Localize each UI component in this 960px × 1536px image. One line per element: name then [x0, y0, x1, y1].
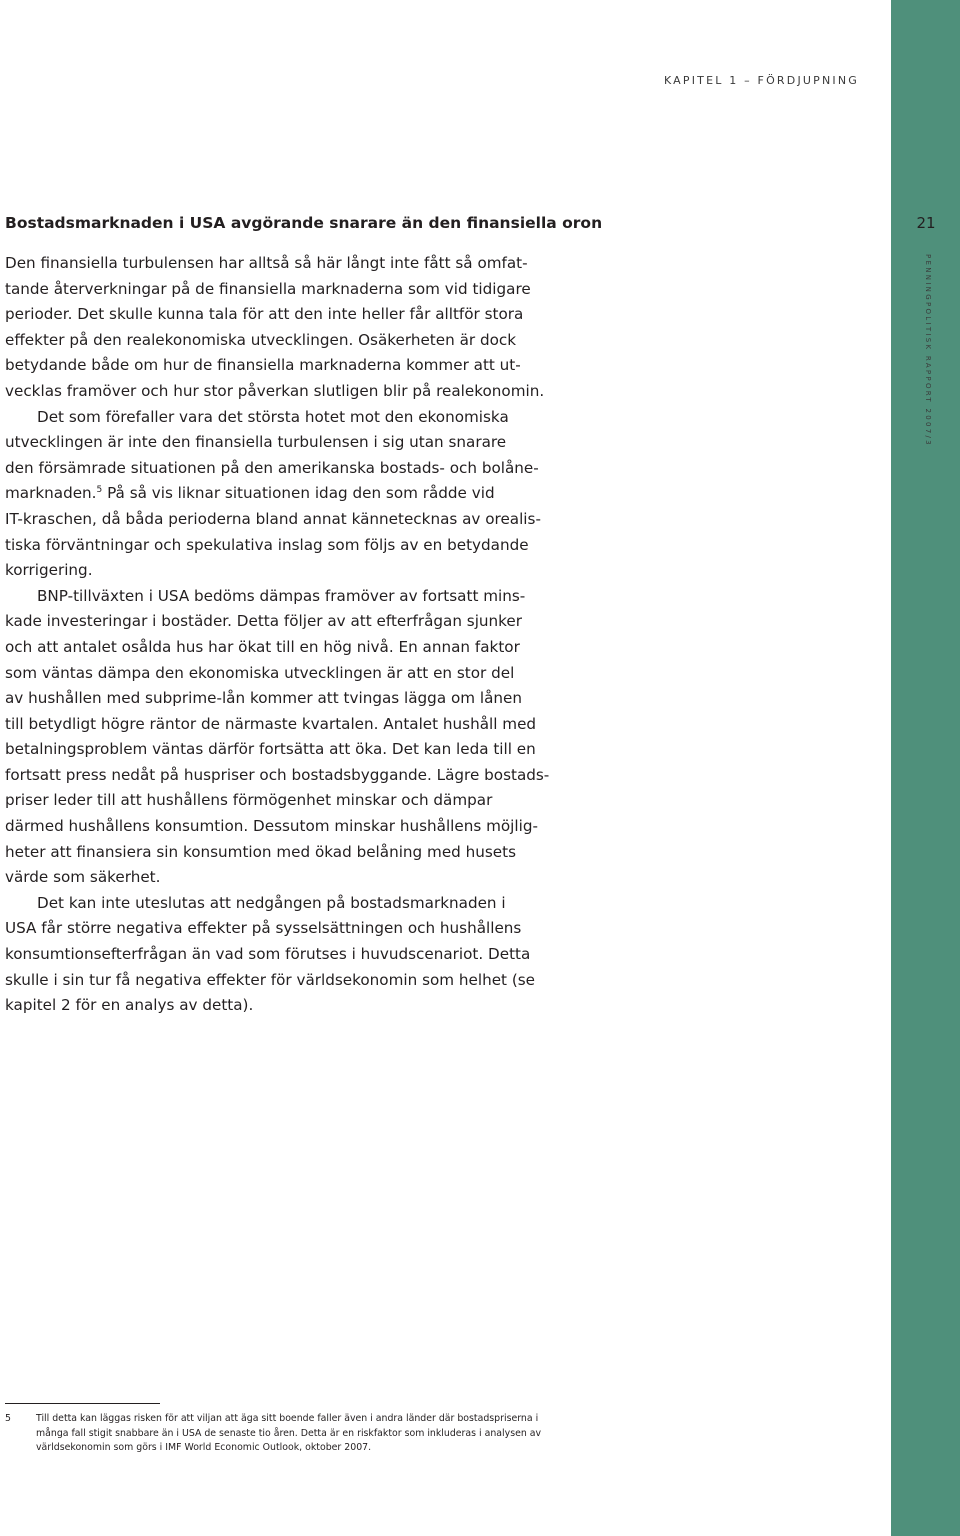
footnote-text — [36, 1412, 542, 1456]
footnote-divider — [5, 1403, 160, 1404]
body-line: den försämrade situationen på den amerikanska bostads- och bolåne- — [5, 458, 539, 477]
body-line: betydande både om hur de finansiella marknaderna kommer att ut- — [5, 356, 521, 375]
body-line-part: marknaden. — [5, 484, 97, 503]
page-number: 21 — [916, 214, 936, 232]
body-line: utvecklingen är inte den finansiella turbulensen i sig utan snarare — [5, 433, 507, 452]
body-line: heter att finansiera sin konsumtion med ökad belåning med husets — [5, 842, 517, 861]
body-line-part: På så vis liknar situationen idag den som rådde vid — [102, 484, 495, 503]
body-line: Det kan inte uteslutas att nedgången på bostadsmarknaden i — [37, 893, 506, 912]
body-line: därmed hushållens konsumtion. Dessutom minskar hushållens möjlig- — [5, 817, 538, 836]
body-line: Den finansiella turbulensen har alltså så här långt inte fått så omfat- — [5, 254, 528, 272]
body-line: skulle i sin tur få negativa effekter för världsekonomin som helhet (se — [5, 970, 536, 989]
body-line: Det som förefaller vara det största hotet mot den ekonomiska — [37, 407, 509, 426]
body-line: tande återverkningar på de finansiella marknaderna som vid tidigare — [5, 279, 531, 298]
footnote — [5, 1412, 542, 1456]
body-line: effekter på den realekonomiska utvecklingen. Osäkerheten är dock — [5, 330, 517, 349]
body-line: BNP-tillväxten i USA bedöms dämpas framöver av fortsatt mins- — [37, 586, 526, 605]
body-line: kapitel 2 för en analys av detta). — [5, 996, 254, 1015]
footnote-line: världsekonomin som görs i IMF World Economic Outlook, oktober 2007. — [36, 1442, 372, 1453]
body-line: av hushållen med subprime-lån kommer att tvingas lägga om lånen — [5, 689, 522, 708]
body-line: konsumtionsefterfrågan än vad som förutses i huvudscenariot. Detta — [5, 945, 531, 964]
footnote-number: 5 — [5, 1413, 11, 1424]
body-line — [5, 481, 535, 507]
body-line: till betydligt högre räntor de närmaste kvartalen. Antalet hushåll med — [5, 714, 537, 733]
body-line: vecklas framöver och hur stor påverkan slutligen blir på realekonomin. — [5, 381, 545, 400]
body-line: USA får större negativa effekter på sysselsättningen och hushållens — [5, 919, 522, 938]
body-line: perioder. Det skulle kunna tala för att den inte heller får alltför stora — [5, 305, 524, 324]
chapter-header: KAPITEL 1 – FÖRDJUPNING — [663, 74, 859, 87]
footnote-line: många fall stigit snabbare än i USA de senaste tio åren. Detta är en riskfaktor som inkluderas i analysen av — [36, 1427, 542, 1439]
footnote-line: Till detta kan läggas risken för att viljan att äga sitt boende faller även i andra länder där bostadspriserna i — [36, 1413, 539, 1424]
body-line: priser leder till att hushållens förmögenhet minskar och dämpar — [5, 791, 493, 810]
body-line: fortsatt press nedåt på huspriser och bostadsbyggande. Lägre bostads- — [5, 765, 550, 784]
report-side-label: PENNINGPOLITISK RAPPORT 2007/3 — [924, 254, 932, 447]
body-line: tiska förväntningar och spekulativa inslag som följs av en betydande — [5, 535, 529, 554]
section-heading: Bostadsmarknaden i USA avgörande snarare än den finansiella oron — [5, 214, 603, 232]
footnote-reference: 5 — [96, 485, 103, 496]
body-line: IT-kraschen, då båda perioderna bland annat kännetecknas av orealis- — [5, 509, 541, 528]
body-line: kade investeringar i bostäder. Detta följer av att efterfrågan sjunker — [5, 612, 523, 631]
body-line: betalningsproblem väntas därför fortsätta att öka. Det kan leda till en — [5, 740, 536, 759]
body-line: korrigering. — [5, 561, 93, 580]
body-text — [5, 251, 550, 1019]
body-line: värde som säkerhet. — [5, 868, 161, 887]
body-line: och att antalet osålda hus har ökat till en hög nivå. En annan faktor — [5, 637, 520, 656]
body-line: som väntas dämpa den ekonomiska utvecklingen är att en stor del — [5, 663, 515, 682]
